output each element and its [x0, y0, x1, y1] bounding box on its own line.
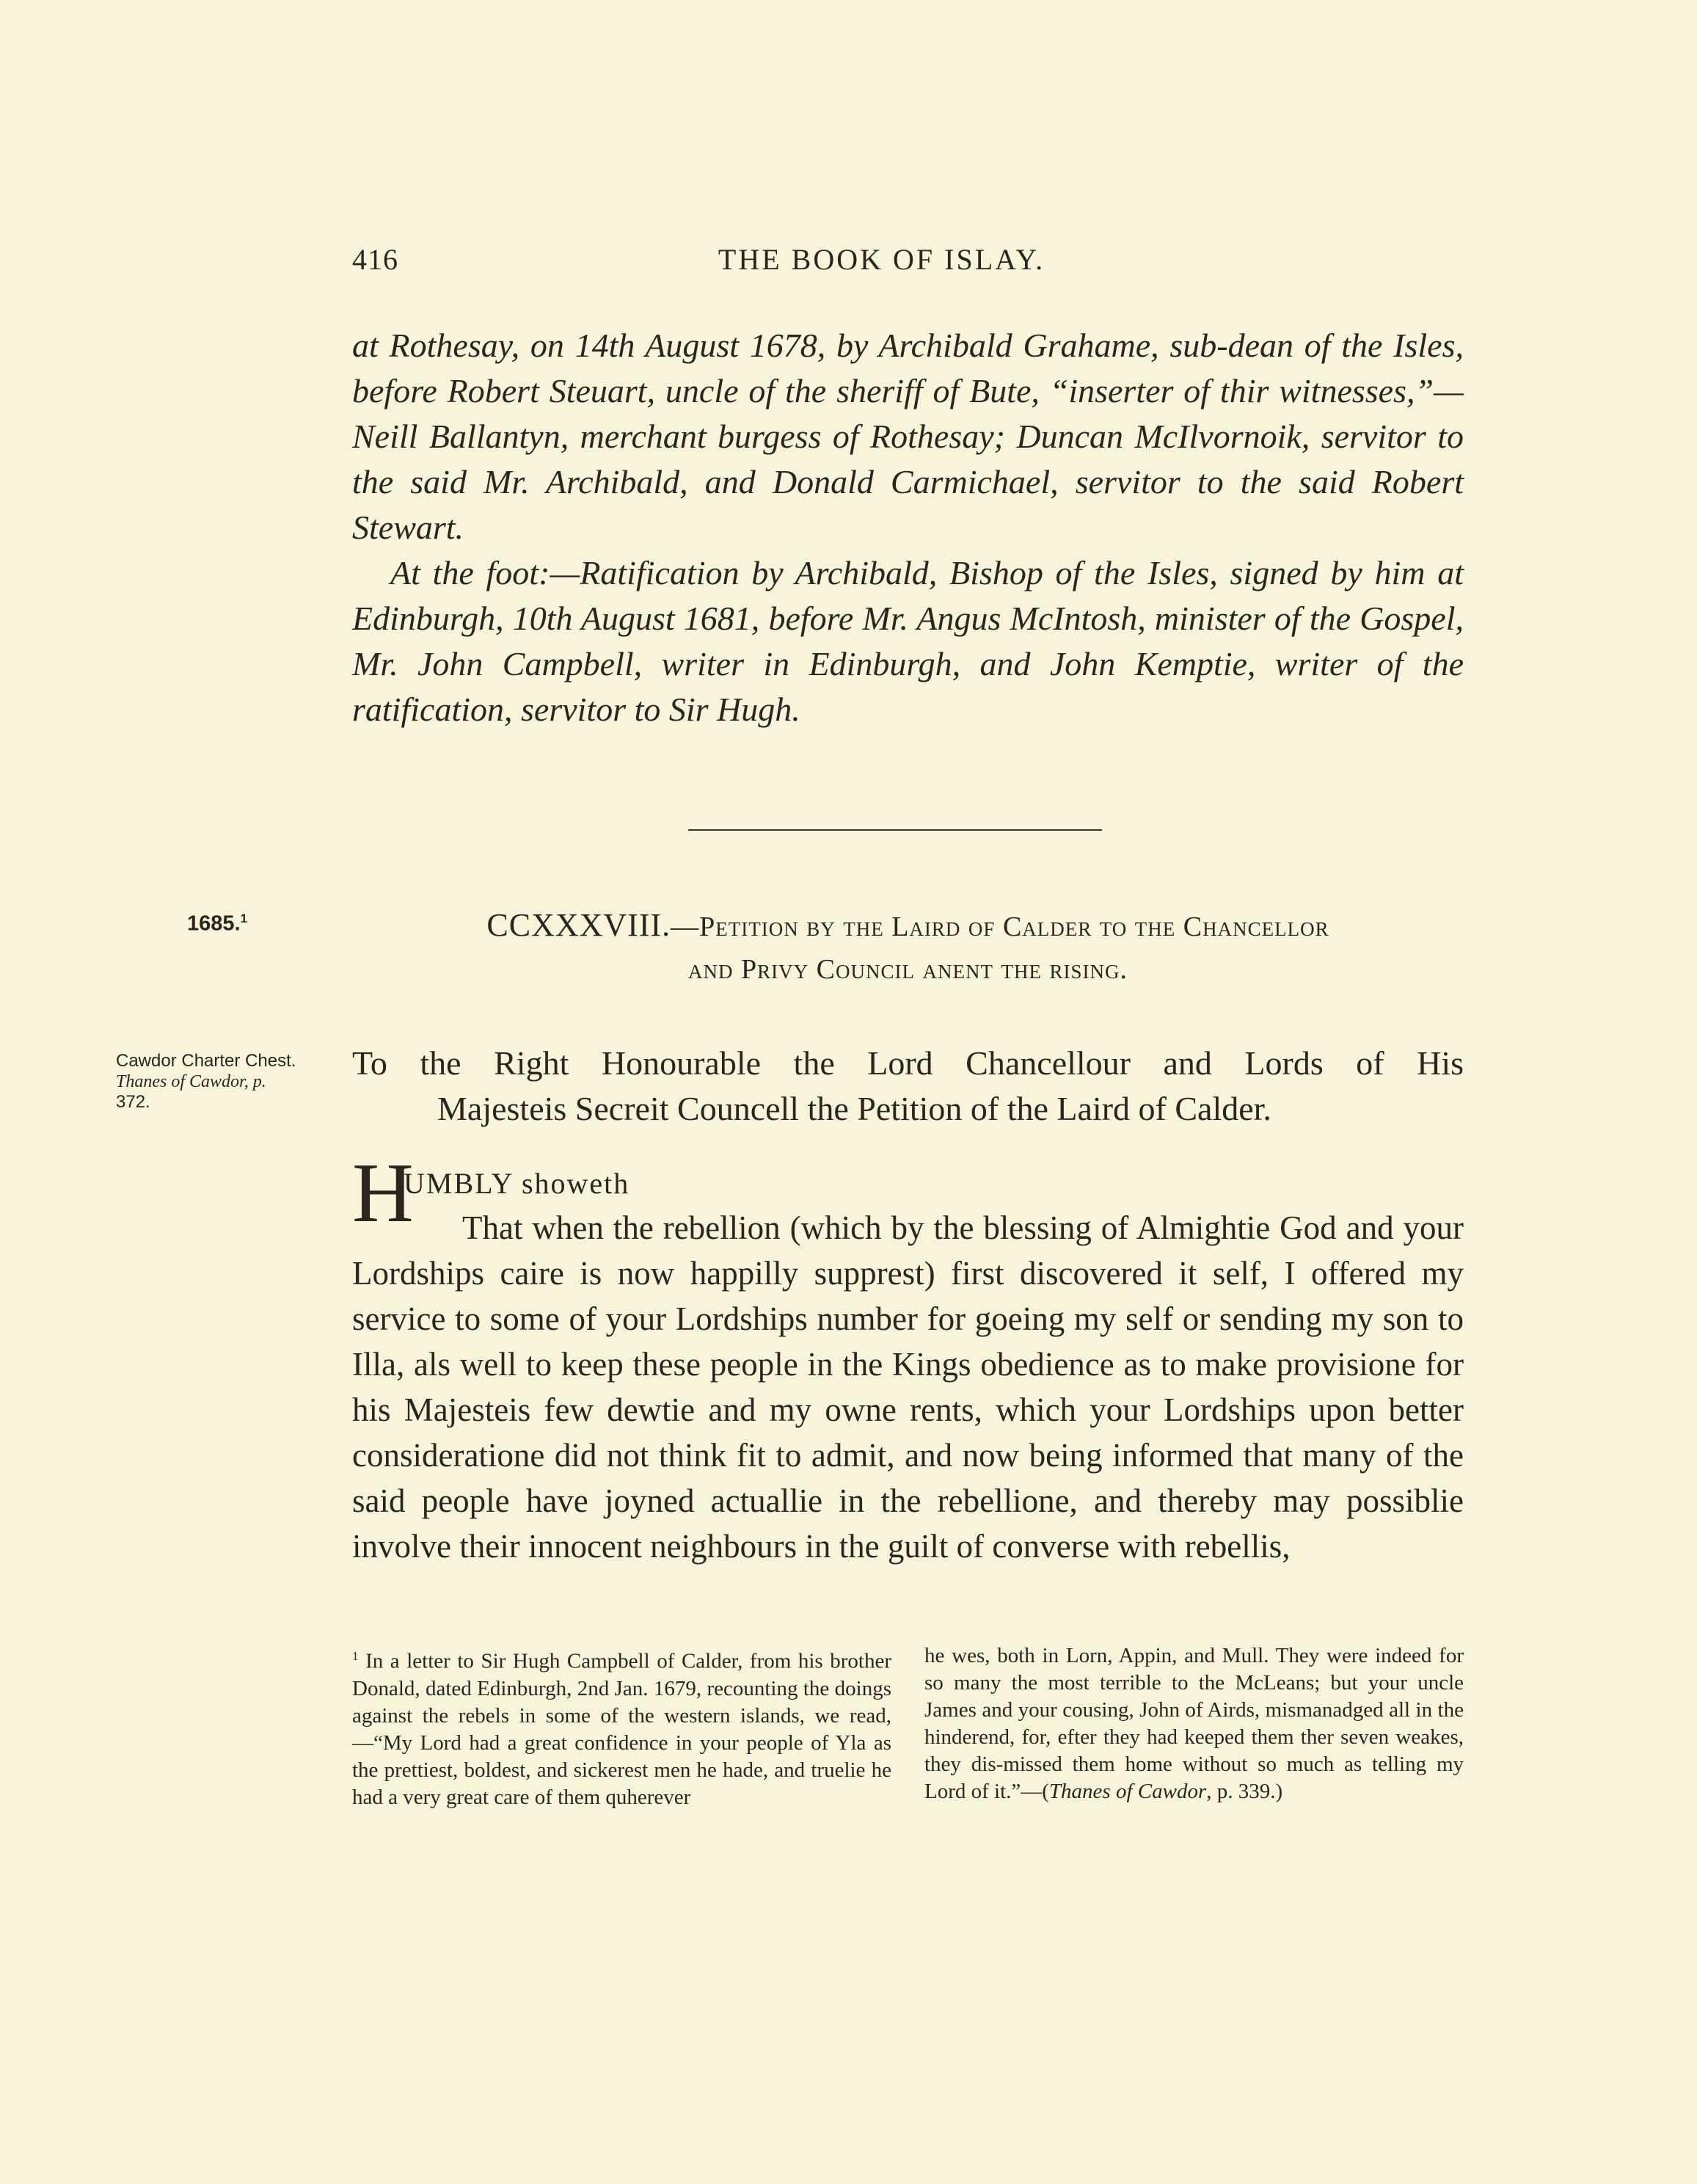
footnote-text-1: In a letter to Sir Hugh Campbell of Calder, from his brother Donald, dated Edinburgh, 2nd Jan. 1679, recounting the doings against the rebels in some of the western islands, we read,—“My Lord had a great confidence in your people of Yla as the prettiest, boldest, and sickerest men he hade, and truelie he had a very great care of them quherever [352, 1649, 891, 1809]
address-line1: To the Right Honourable the Lord Chancellour and Lords of His [352, 1044, 1464, 1082]
footnote-number: 1 [352, 1649, 359, 1663]
petition-body [352, 1146, 1464, 1569]
petition-paragraph: That when the rebellion (which by the blessing of Almightie God and your Lordships caire is now happilly supprest) first discovered it self, I offered my service to some of your Lordships number for goeing my self or sending my son to Illa, als well to keep these people in the Kings obedience as to make provisione for his Majesteis few dewtie and my owne rents, which your Lordships upon better consideratione did not think fit to admit, and now being informed that many of the said people have joyned actuallie in the rebellione, and thereby may possiblie involve their innocent neighbours in the guilt of converse with rebellis, [352, 1209, 1464, 1565]
page-number: 416 [352, 243, 398, 276]
section-divider [688, 829, 1102, 831]
margin-year-text: 1685. [187, 911, 241, 936]
footnote-column-2 [924, 1642, 1464, 1811]
footnote-citation: Thanes of Cawdor [1048, 1780, 1207, 1803]
footnote-column-1 [352, 1642, 891, 1811]
running-title: THE BOOK OF ISLAY. [718, 243, 1045, 276]
source-archive: Cawdor Charter Chest. [116, 1051, 296, 1071]
margin-year [187, 911, 247, 936]
section-title-line2: and Privy Council anent the rising. [688, 954, 1128, 985]
continuation-paragraph: at Rothesay, on 14th August 1678, by Archibald Grahame, sub-dean of the Isles, before Robert Steuart, uncle of the sheriff of Bute, “inserter of thir witnesses,”—Neill Ballantyn, merchant burgess of Rothesay; Duncan McIlvornoik, servitor to the said Mr. Archibald, and Donald Carmichael, servitor to the said Robert Stewart. [352, 327, 1464, 546]
footnote-text-2-end: , p. 339.) [1206, 1780, 1283, 1803]
opening-words: UMBLY showeth [404, 1167, 630, 1200]
section-heading-line1 [352, 904, 1464, 948]
section-title-line1: —Petition by the Laird of Calder to the Chancellor [671, 911, 1329, 942]
section-numeral: CCXXXVIII. [486, 907, 671, 943]
footnote-marker: 1 [240, 911, 248, 925]
section-heading [352, 904, 1464, 991]
petition-address [352, 1041, 1464, 1132]
address-line2: Majesteis Secreit Councell the Petition of the Laird of Calder. [437, 1090, 1271, 1127]
margin-source-note [116, 1051, 343, 1113]
source-page: 372. [116, 1092, 150, 1112]
footnotes [352, 1642, 1464, 1811]
drop-cap: H [352, 1146, 414, 1240]
source-reference: Thanes of Cawdor, p. [116, 1072, 266, 1091]
footnote-text-2: he wes, both in Lorn, Appin, and Mull. They were indeed for so many the most terrible to the McLeans; but your uncle James and your cousing, John of Airds, mismanadged all in the hinderend, for, efter they had keeped them ther seven weakes, they dis-missed them home without so much as telling my Lord of it.”—( [924, 1644, 1464, 1803]
continuation-text [352, 323, 1464, 732]
ratification-paragraph: At the foot:—Ratification by Archibald, Bishop of the Isles, signed by him at Edinburgh, 10th August 1681, before Mr. Angus McIntosh, minister of the Gospel, Mr. John Campbell, writer in Edinburgh, and John Kemptie, writer of the ratification, servitor to Sir Hugh. [352, 554, 1464, 728]
